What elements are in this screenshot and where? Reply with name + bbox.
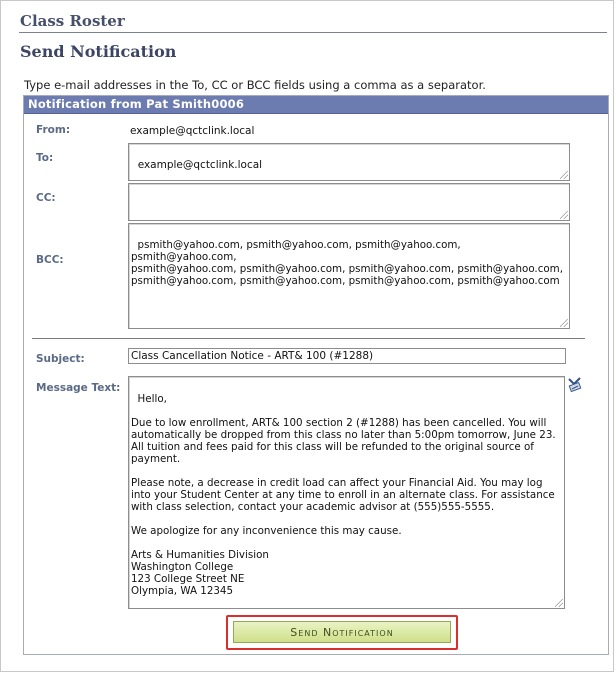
page-title: Send Notification bbox=[20, 42, 177, 61]
cc-field[interactable] bbox=[128, 183, 570, 221]
send-notification-button[interactable] bbox=[233, 621, 451, 643]
spell-check-icon[interactable] bbox=[566, 376, 584, 392]
message-textarea[interactable] bbox=[128, 376, 565, 609]
resize-grip-icon[interactable] bbox=[560, 171, 568, 179]
from-label: From: bbox=[36, 124, 71, 136]
bcc-field[interactable] bbox=[128, 223, 570, 329]
cc-label: CC: bbox=[36, 192, 56, 204]
subject-input[interactable]: Class Cancellation Notice - ART& 100 (#1288) bbox=[128, 348, 566, 364]
message-label: Message Text: bbox=[36, 382, 121, 394]
resize-grip-icon[interactable] bbox=[555, 599, 563, 607]
bcc-field-text: psmith@yahoo.com, psmith@yahoo.com, psmith@yahoo.com, psmith@yahoo.com, psmith@yahoo.com, psmith@yahoo.com, psmith@yahoo.com, psmith@yahoo.com, psmith@yahoo.com, psmith@yahoo.com, psmith@yahoo.com, psmith@yahoo.com bbox=[131, 239, 563, 287]
subject-label: Subject: bbox=[36, 353, 85, 365]
title-divider bbox=[19, 32, 607, 33]
instructions-text: Type e-mail addresses in the To, CC or BCC fields using a comma as a separator. bbox=[24, 78, 486, 92]
section-divider bbox=[32, 338, 585, 339]
to-field[interactable] bbox=[128, 143, 570, 181]
notification-header: Notification from Pat Smith0006 bbox=[24, 96, 608, 114]
resize-grip-icon[interactable] bbox=[560, 319, 568, 327]
bcc-label: BCC: bbox=[36, 254, 64, 266]
resize-grip-icon[interactable] bbox=[560, 211, 568, 219]
send-notification-label: Send Notification bbox=[290, 625, 394, 639]
message-text: Hello, Due to low enrollment, ART& 100 section 2 (#1288) has been cancelled. You will automatically be dropped from this class no later than 5:00pm tomorrow, June 23. All tuition and fees paid for this class will be refunded to the original source of payment. Please note, a decrease in credit load can affect your Financial Aid. You may log into your Student Center at any time to enroll in an alternate class. For assistance with class selection, contact your academic advisor at (555)555-5555. We apologize for any inconvenience this may cause. Arts & Humanities Division Washington College 123 College Street NE Olympia, WA 12345 bbox=[131, 393, 556, 597]
to-field-text: example@qctclink.local bbox=[137, 159, 263, 171]
from-value: example@qctclink.local bbox=[130, 125, 255, 137]
to-label: To: bbox=[36, 152, 54, 164]
app-title: Class Roster bbox=[20, 12, 125, 30]
